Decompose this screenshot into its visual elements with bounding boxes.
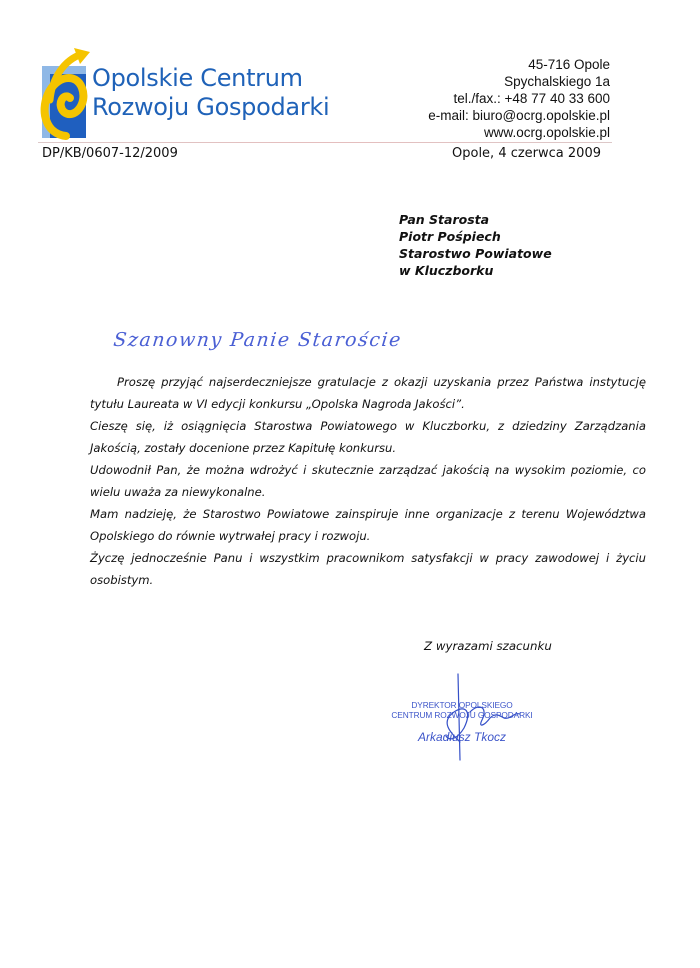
handwritten-salutation: Szanowny Panie Staroście (112, 329, 404, 351)
body-paragraph-1: Proszę przyjąć najserdeczniejsze gratulacje z okazji uzyskania przez Państwa instytucję tytułu Laureata w VI edycji konkursu „Opolska Nagroda Jakości”. (90, 375, 646, 411)
body-paragraph-4: Mam nadzieję, że Starostwo Powiatowe zainspiruje inne organizacje z terenu Województwa Opolskiego do równie wytrwałej pracy i rozwoju. (90, 507, 646, 543)
contact-website: www.ocrg.opolskie.pl (483, 125, 610, 140)
recipient-line2: Piotr Pośpiech (399, 229, 501, 244)
director-stamp (382, 700, 542, 745)
header-divider (38, 142, 612, 143)
signatory-name: Arkadiusz Tkocz (417, 730, 507, 744)
body-paragraph-2: Cieszę się, iż osiągnięcia Starostwa Powiatowego w Kluczborku, z dziedziny Zarządzania Jakością, zostały docenione przez Kapitułę konkursu. (90, 419, 646, 455)
letter-body (90, 371, 646, 591)
ocrg-logo-icon (36, 48, 92, 142)
contact-block (428, 56, 610, 141)
recipient-line3: Starostwo Powiatowe (399, 246, 552, 261)
stamp-title-line1: DYREKTOR OPOLSKIEGO (411, 700, 513, 710)
body-paragraph-3: Udowodnił Pan, że można wdrożyć i skutecznie zarządzać jakością na wysokim poziomie, co wielu uważa za niewykonalne. (90, 463, 646, 499)
recipient-line4: w Kluczborku (399, 263, 494, 278)
contact-street: Spychalskiego 1a (504, 74, 610, 89)
contact-postal: 45-716 Opole (528, 57, 610, 72)
contact-phone: tel./fax.: +48 77 40 33 600 (453, 91, 610, 106)
org-name-line2: Rozwoju Gospodarki (92, 93, 330, 121)
org-name-line1: Opolskie Centrum (92, 64, 303, 92)
stamp-title-line2: CENTRUM ROZWOJU GOSPODARKI (391, 710, 533, 720)
recipient-block (399, 211, 552, 279)
place-date: Opole, 4 czerwca 2009 (452, 146, 601, 161)
reference-number: DP/KB/0607-12/2009 (42, 146, 178, 161)
contact-email: e-mail: biuro@ocrg.opolskie.pl (428, 108, 610, 123)
recipient-line1: Pan Starosta (399, 212, 490, 227)
closing-phrase: Z wyrazami szacunku (424, 639, 552, 653)
body-paragraph-5: Życzę jednocześnie Panu i wszystkim pracownikom satysfakcji w pracy zawodowej i życiu osobistym. (90, 551, 646, 587)
organization-name (92, 64, 329, 122)
